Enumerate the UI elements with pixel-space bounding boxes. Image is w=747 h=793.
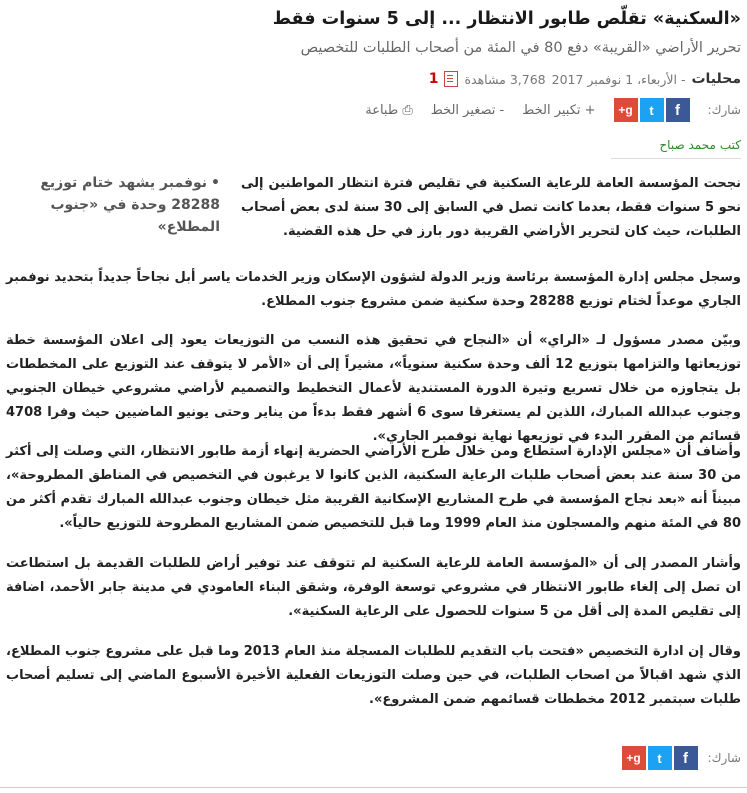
twitter-icon[interactable]: t — [640, 98, 664, 122]
article-paragraph: وبيّن مصدر مسؤول لـ «الراي» أن «النجاح في تحقيق هذه النسب من التوزيعات يعود إلى اعلان المؤسسة خطة توزيعاتها والتزامها بتوزيع 12 ألف وحدة سكنية سنوياً»، مشيراً إلى أن «الأمر لا يتوقف عند التوزيع على المخططات بل يتجاوزه من خلال تسريع وتيرة الدورة المستندية لأعمال التخطيط والتصميم لأراضي مشروعي خيطان الجنوبي وجنوب عبدالله المبارك، اللذين لم يستغرقا سوى 6 أشهر فقط بدءاً من يناير وحتى يونيو الماضيين حيث وفرا 4708 قسائم من المقرر البدء في توزيعها نهاية نوفمبر الجاري». — [6, 333, 741, 444]
publish-date: - الأربعاء، 1 نوفمبر 2017 — [551, 71, 686, 87]
footer-social-buttons — [622, 746, 698, 770]
bottom-divider — [0, 787, 747, 788]
facebook-icon[interactable]: f — [666, 98, 690, 122]
enlarge-font-button[interactable]: + تكبير الخط — [522, 102, 596, 118]
print-label: طباعة — [365, 102, 399, 118]
category-link[interactable]: محليات — [691, 71, 741, 87]
article-paragraph: وأضاف أن «مجلس الإدارة استطاع ومن خلال طرح الأراضي الحضرية إنهاء أزمة طابور الانتظار، التي وصلت إلى أكثر من 30 سنة عند بعض أصحاب طلبات الرعاية السكنية، الذين كانوا لا يرغبون في التخصيص في المناطق المطروحة»، مبيناً أنه «بعد نجاح المؤسسة في طرح المشاريع الإسكانية القريبة مثل خيطان وجنوب عبدالله المبارك تقدم أكثر من 80 في المئة منهم والمسجلون منذ العام 1999 وما قبل للتخصيص ضمن المشاريع المطروحة للتوزيع حالياً». — [6, 444, 741, 531]
article-meta — [6, 67, 741, 91]
article-toolbar — [6, 96, 741, 124]
author-divider — [611, 158, 741, 159]
side-highlight — [8, 172, 220, 238]
google-plus-icon[interactable]: g+ — [614, 98, 638, 122]
side-highlight-text: نوفمبر يشهد ختام توزيع 28288 وحدة في «جنوب المطلاع» — [40, 175, 220, 235]
bullet-icon: • — [211, 175, 220, 191]
twitter-icon[interactable]: t — [648, 746, 672, 770]
views-count: 3,768 مشاهدة — [464, 71, 546, 87]
article-paragraph: وأشار المصدر إلى أن «المؤسسة العامة للرعاية السكنية لم تتوقف عند توفير أراض للطلبات القديمة بل استطاعت ان تصل إلى إلغاء طابور الانتظار في مشروعي توسعة الوفرة، وشقق البناء العامودي في مدينة جابر الأحمد، اضافة إلى تقليص المدة إلى أقل من 5 سنوات للحصول على الرعاية السكنية». — [6, 556, 741, 619]
footer-share — [622, 745, 741, 771]
printer-icon: ⎙ — [402, 102, 413, 118]
print-button[interactable] — [365, 103, 413, 118]
author-label: كتب — [719, 138, 741, 152]
author-name[interactable]: محمد صباح — [659, 138, 716, 152]
author-row — [659, 135, 741, 155]
article-title: «السكنية» تقلّص طابور الانتظار ... إلى 5 سنوات فقط — [272, 9, 741, 29]
google-plus-icon[interactable]: g+ — [622, 746, 646, 770]
pdf-count: 1 — [428, 71, 439, 87]
article-paragraph: وقال إن ادارة التخصيص «فتحت باب التقديم للطلبات المسجلة منذ العام 2013 وما قبل على مشروع جنوب المطلاع، الذي شهد اقبالاً من اصحاب الطلبات، في حين وصلت التوزيعات الفعلية الأخيرة الأسبوع الماضي إلى تسليم أصحاب طلبات سبتمبر 2012 مخططات قسائمهم ضمن المشروع». — [6, 644, 741, 707]
social-share-buttons — [614, 98, 690, 122]
shrink-font-button[interactable]: - تصغير الخط — [430, 102, 505, 118]
facebook-icon[interactable]: f — [674, 746, 698, 770]
article-lead: نجحت المؤسسة العامة للرعاية السكنية في تقليص فترة انتظار المواطنين إلى نحو 5 سنوات فقط، بعدما كانت تصل في السابق إلى 30 سنة لدى بعض أصحاب الطلبات، حيث كان لتحرير الأراضي القريبة دور بارز في حل هذه القضية. — [241, 176, 741, 239]
article-subtitle: تحرير الأراضي «القريبة» دفع 80 في المئة من أصحاب الطلبات للتخصيص — [300, 40, 741, 56]
share-label: شارك: — [707, 103, 741, 117]
footer-share-label: شارك: — [707, 751, 741, 765]
article-paragraph: وسجل مجلس إدارة المؤسسة برئاسة وزير الدولة لشؤون الإسكان وزير الخدمات ياسر أبل نجاحاً جديداً بتحديد نوفمبر الجاري موعداً لختام توزيع 28288 وحدة سكنية ضمن مشروع جنوب المطلاع. — [6, 270, 741, 309]
pdf-icon[interactable] — [444, 71, 458, 87]
